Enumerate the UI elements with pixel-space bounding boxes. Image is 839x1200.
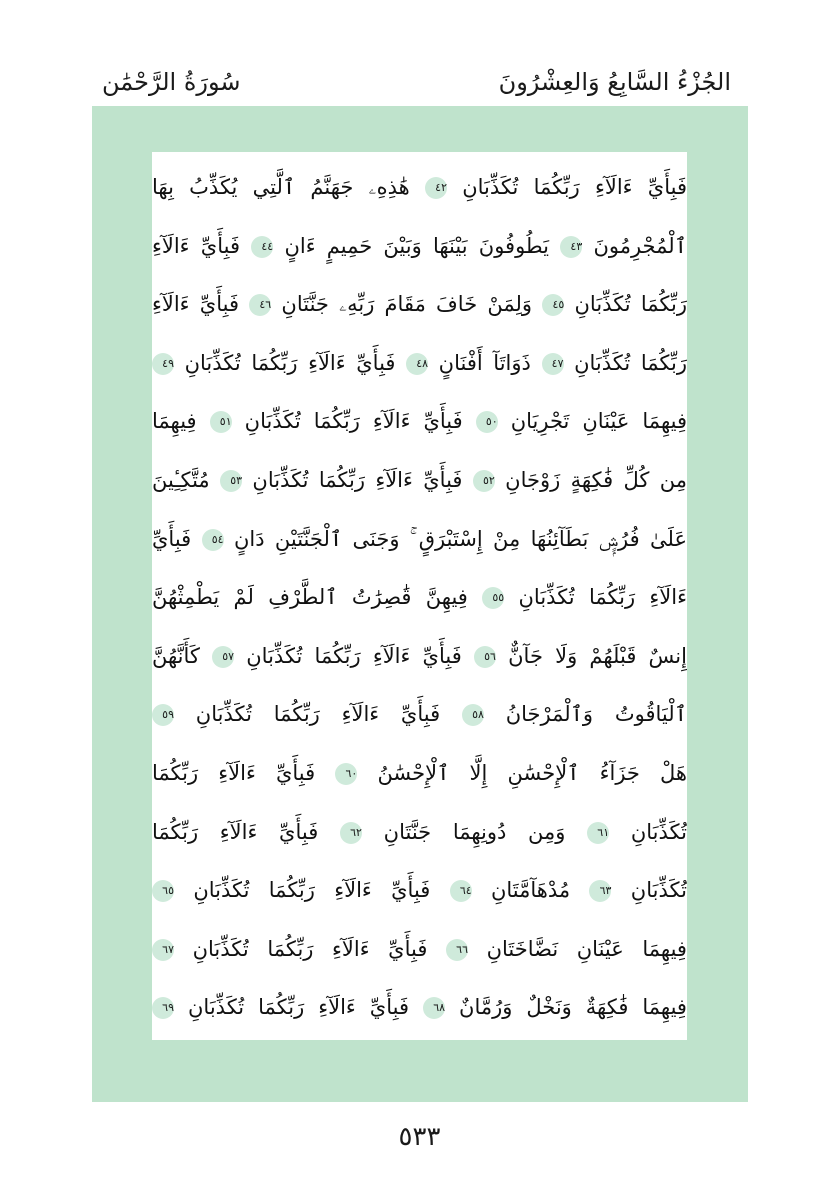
- verse-line: [152, 920, 687, 979]
- ayah-number-marker: ٦٧: [152, 939, 174, 961]
- verse-text: فِيهِمَا عَيْنَانِ نَضَّاخَتَانِ: [486, 936, 687, 961]
- verse-text: فَبِأَيِّ ءَالَآءِ رَبِّكُمَا تُكَذِّبَانِ: [184, 350, 396, 375]
- verse-line: [152, 803, 687, 862]
- verse-text: يَطُوفُونَ بَيْنَهَا وَبَيْنَ حَمِيمٍ ءَانٍ: [284, 233, 550, 258]
- verse-text: مُتَّكِـِٔينَ: [152, 467, 210, 492]
- verse-text: مِن كُلِّ فَٰكِهَةٍ زَوْجَانِ: [505, 467, 687, 492]
- ayah-number-marker: ٦٤: [450, 880, 472, 902]
- ayah-number-marker: ٤٦: [249, 294, 271, 316]
- verse-line: [152, 451, 687, 510]
- verse-text: هَلْ جَزَآءُ ٱلْإِحْسَٰنِ إِلَّا ٱلْإِحْسَٰنُ: [377, 760, 687, 785]
- ayah-number-marker: ٥٦: [474, 646, 496, 668]
- verse-line: [152, 685, 687, 744]
- ayah-number-marker: ٥٨: [462, 704, 484, 726]
- verse-text: ذَوَاتَآ أَفْنَانٍ: [438, 350, 531, 375]
- verse-line: [152, 392, 687, 451]
- verse-text: فَبِأَيِّ ءَالَآءِ رَبِّكُمَا تُكَذِّبَانِ: [188, 995, 410, 1020]
- verse-text: وَمِن دُونِهِمَا جَنَّتَانِ: [383, 819, 566, 844]
- ayah-number-marker: ٥٤: [202, 529, 224, 551]
- ayah-number-marker: ٤٣: [560, 236, 582, 258]
- verse-line: [152, 744, 687, 803]
- verse-text: عَلَىٰ فُرُشٍۭ بَطَآئِنُهَا مِنْ إِسْتَبْرَقٍ ۚ وَجَنَى ٱلْجَنَّتَيْنِ دَانٍ: [233, 526, 687, 551]
- verse-text: رَبِّكُمَا تُكَذِّبَانِ: [574, 292, 687, 317]
- ayah-number-marker: ٤٧: [542, 353, 564, 375]
- verse-text: فِيهِمَا فَٰكِهَةٌ وَنَخْلٌ وَرُمَّانٌ: [459, 995, 687, 1020]
- verse-line: [152, 334, 687, 393]
- ayah-number-marker: ٦٨: [423, 997, 445, 1019]
- verse-text: كَأَنَّهُنَّ: [152, 643, 200, 668]
- verse-line: [152, 217, 687, 276]
- verse-line: [152, 568, 687, 627]
- verse-line: [152, 978, 687, 1037]
- verse-text: وَلِمَنْ خَافَ مَقَامَ رَبِّهِۦ جَنَّتَانِ: [281, 292, 533, 317]
- verse-text: فَبِأَيِّ ءَالَآءِ: [152, 233, 240, 258]
- verse-line: [152, 510, 687, 569]
- ayah-number-marker: ٦٦: [446, 939, 468, 961]
- verse-line: [152, 627, 687, 686]
- verse-text: إِنسٌ قَبْلَهُمْ وَلَا جَآنٌّ: [508, 643, 687, 668]
- verse-text: فَبِأَيِّ ءَالَآءِ رَبِّكُمَا تُكَذِّبَانِ: [244, 409, 463, 434]
- ayah-number-marker: ٦١: [587, 822, 609, 844]
- verse-text: تُكَذِّبَانِ: [630, 819, 687, 844]
- verse-line: [152, 158, 687, 217]
- verse-text: فَبِأَيِّ ءَالَآءِ رَبِّكُمَا تُكَذِّبَانِ: [192, 936, 428, 961]
- ayah-number-marker: ٥٥: [482, 587, 504, 609]
- ayah-number-marker: ٦٢: [340, 822, 362, 844]
- ayah-number-marker: ٤٤: [251, 236, 273, 258]
- ayah-number-marker: ٦٣: [589, 880, 611, 902]
- ayah-number-marker: ٦٥: [152, 880, 174, 902]
- ayah-number-marker: ٤٨: [406, 353, 428, 375]
- verse-text: ٱلْمُجْرِمُونَ: [593, 233, 687, 258]
- verse-text: فَبِأَيِّ: [152, 526, 192, 551]
- ayah-number-marker: ٥١: [210, 411, 232, 433]
- ayah-number-marker: ٥٠: [476, 411, 498, 433]
- verse-text: فَبِأَيِّ ءَالَآءِ رَبِّكُمَا تُكَذِّبَانِ: [195, 702, 441, 727]
- verse-text: فَبِأَيِّ ءَالَآءِ رَبِّكُمَا تُكَذِّبَانِ: [462, 175, 687, 199]
- ayah-number-marker: ٦٠: [335, 763, 357, 785]
- verse-text: فِيهِمَا: [152, 409, 197, 434]
- verse-text: هَٰذِهِۦ جَهَنَّمُ ٱلَّتِي يُكَذِّبُ بِهَا: [152, 175, 410, 199]
- verse-text: فَبِأَيِّ ءَالَآءِ: [152, 292, 239, 317]
- verse-text: فَبِأَيِّ ءَالَآءِ رَبِّكُمَا: [152, 760, 316, 785]
- ayah-number-marker: ٤٢: [425, 177, 447, 199]
- verse-line: [152, 861, 687, 920]
- verse-text: فِيهِمَا عَيْنَانِ تَجْرِيَانِ: [510, 409, 687, 434]
- ayah-number-marker: ٥٩: [152, 704, 174, 726]
- ayah-number-marker: ٤٩: [152, 353, 174, 375]
- verse-text: رَبِّكُمَا تُكَذِّبَانِ: [574, 350, 687, 375]
- verse-text: فَبِأَيِّ ءَالَآءِ رَبِّكُمَا: [152, 819, 319, 844]
- juz-title: الجُزْءُ السَّابِعُ وَالعِشْرُونَ: [498, 68, 731, 96]
- verse-text: ءَالَآءِ رَبِّكُمَا تُكَذِّبَانِ: [518, 585, 687, 610]
- verse-text: مُدْهَآمَّتَانِ: [490, 878, 571, 903]
- verse-lines: [152, 158, 687, 1037]
- verse-text: ٱلْيَاقُوتُ وَٱلْمَرْجَانُ: [505, 702, 687, 727]
- verse-text: فَبِأَيِّ ءَالَآءِ رَبِّكُمَا تُكَذِّبَانِ: [193, 878, 431, 903]
- page-number: ٥٣٣: [398, 1122, 441, 1152]
- verse-text: فَبِأَيِّ ءَالَآءِ رَبِّكُمَا تُكَذِّبَانِ: [252, 467, 463, 492]
- verse-text: فَبِأَيِّ ءَالَآءِ رَبِّكُمَا تُكَذِّبَانِ: [246, 643, 462, 668]
- verse-line: [152, 275, 687, 334]
- surah-title: سُورَةُ الرَّحْمَٰن: [102, 68, 241, 96]
- verse-text: تُكَذِّبَانِ: [630, 878, 687, 903]
- ayah-number-marker: ٤٥: [542, 294, 564, 316]
- ayah-number-marker: ٦٩: [152, 997, 174, 1019]
- ayah-number-marker: ٥٣: [220, 470, 242, 492]
- ayah-number-marker: ٥٧: [212, 646, 234, 668]
- ayah-number-marker: ٥٢: [473, 470, 495, 492]
- verse-text: فِيهِنَّ قَٰصِرَٰتُ ٱلطَّرْفِ لَمْ يَطْمِثْهُنَّ: [152, 585, 468, 610]
